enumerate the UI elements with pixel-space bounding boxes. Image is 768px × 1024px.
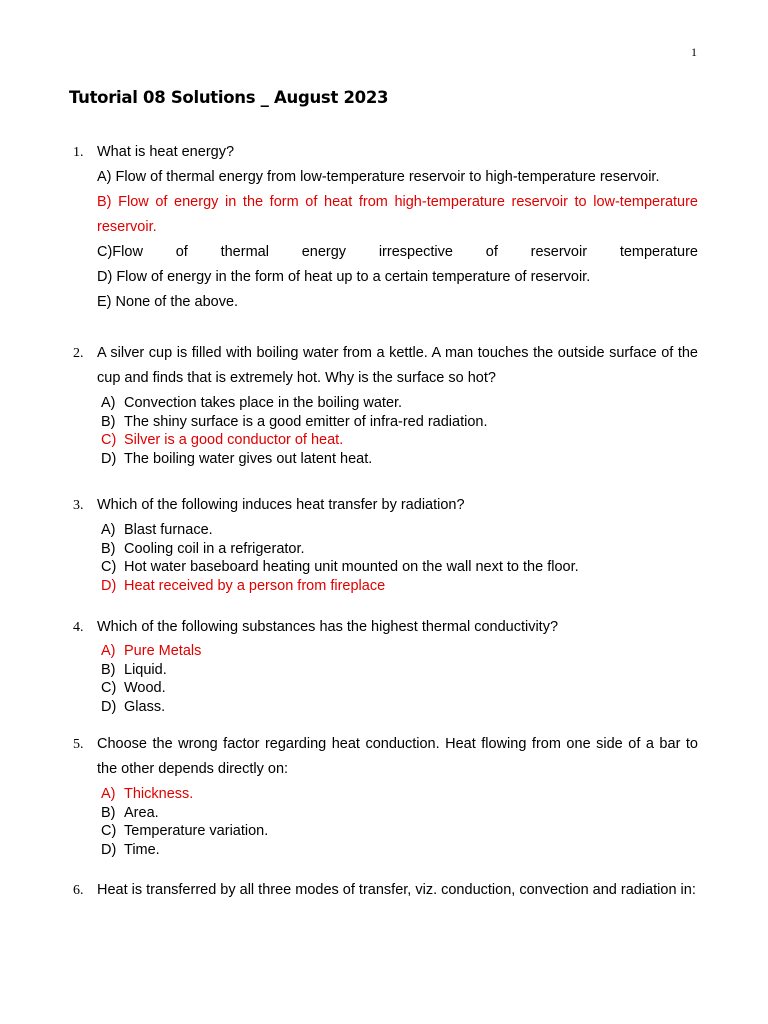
option-letter: C) xyxy=(101,432,117,449)
answer-option-d xyxy=(97,698,698,717)
option-text: Blast furnace. xyxy=(124,522,213,538)
option-letter: A) xyxy=(101,786,116,802)
answer-option-d: D) Flow of energy in the form of heat up to a certain temperature of reservoir. xyxy=(97,269,591,285)
question-text: A silver cup is filled with boiling water from a kettle. A man touches the outside surface of the cup and finds that is extremely hot. Why is the surface so hot? xyxy=(97,345,698,386)
option-letter: C) xyxy=(101,823,117,840)
question-number: 3. xyxy=(73,498,84,513)
option-text: Temperature variation. xyxy=(124,823,269,840)
question-body xyxy=(97,732,698,860)
question-number: 4. xyxy=(73,620,84,635)
question-body xyxy=(97,615,698,717)
option-text: Pure Metals xyxy=(124,643,202,659)
question-text: Which of the following substances has the highest thermal conductivity? xyxy=(97,619,559,635)
option-text: Wood. xyxy=(124,680,166,697)
answer-option-b xyxy=(97,804,698,823)
option-letter: B) xyxy=(101,661,116,678)
option-text: Silver is a good conductor of heat. xyxy=(124,432,344,449)
answer-option-d xyxy=(97,841,698,860)
answer-option-a-correct xyxy=(97,785,698,804)
answer-options xyxy=(97,642,698,717)
question-number: 6. xyxy=(73,883,84,898)
question-body xyxy=(97,140,698,315)
answer-option-d-correct xyxy=(97,577,698,596)
option-letter: A) xyxy=(101,643,116,659)
option-letter: C) xyxy=(101,680,117,697)
answer-options xyxy=(97,521,698,596)
option-letter: A) xyxy=(101,395,116,411)
option-text: Cooling coil in a refrigerator. xyxy=(124,540,305,557)
page-number: 1 xyxy=(691,45,697,59)
answer-option-a: A) Flow of thermal energy from low-temperature reservoir to high-temperature reservoir. xyxy=(97,169,660,185)
option-letter: C) xyxy=(101,559,117,576)
answer-option-d xyxy=(97,450,698,469)
option-text: Time. xyxy=(124,842,160,859)
answer-option-b xyxy=(97,661,698,680)
option-letter: D) xyxy=(101,699,117,716)
option-letter: B) xyxy=(101,413,116,430)
answer-option-a-correct xyxy=(97,642,698,661)
answer-option-c-correct xyxy=(97,431,698,450)
question-number: 5. xyxy=(73,737,84,752)
option-letter: A) xyxy=(101,522,116,538)
answer-options xyxy=(97,394,698,469)
answer-option-c: C)Flow of thermal energy irrespective of reservoir temperature xyxy=(97,244,698,260)
answer-option-c xyxy=(97,822,698,841)
option-text: Area. xyxy=(124,804,159,821)
option-letter: D) xyxy=(101,451,117,468)
answer-option-b xyxy=(97,540,698,559)
question-number: 1. xyxy=(73,145,84,160)
answer-option-c xyxy=(97,558,698,577)
option-text: Heat received by a person from fireplace xyxy=(124,578,386,595)
option-text: Hot water baseboard heating unit mounted on the wall next to the floor. xyxy=(124,559,579,576)
option-text: Convection takes place in the boiling water. xyxy=(124,395,403,411)
answer-options xyxy=(97,785,698,860)
option-text: The shiny surface is a good emitter of infra-red radiation. xyxy=(124,413,488,430)
option-text: The boiling water gives out latent heat. xyxy=(124,451,373,468)
question-body xyxy=(97,493,698,596)
question-text: What is heat energy? xyxy=(97,144,235,160)
option-letter: B) xyxy=(101,804,116,821)
option-text: Liquid. xyxy=(124,661,167,678)
answer-option-e: E) None of the above. xyxy=(97,294,239,310)
question-number: 2. xyxy=(73,346,84,361)
answer-option-a xyxy=(97,521,698,540)
question-body xyxy=(97,341,698,469)
question-text: Choose the wrong factor regarding heat conduction. Heat flowing from one side of a bar to the other depends directly on: xyxy=(97,736,698,777)
option-text: Glass. xyxy=(124,699,166,716)
question-text: Which of the following induces heat transfer by radiation? xyxy=(97,497,465,513)
answer-option-c xyxy=(97,679,698,698)
option-letter: D) xyxy=(101,842,117,859)
question-text: Heat is transferred by all three modes of transfer, viz. conduction, convection and radiation in: xyxy=(97,882,696,898)
option-text: Thickness. xyxy=(124,786,194,802)
answer-option-a xyxy=(97,394,698,413)
answer-option-b-correct: B) Flow of energy in the form of heat from high-temperature reservoir to low-temperature reservoir. xyxy=(97,194,698,235)
option-letter: B) xyxy=(101,540,116,557)
document-title: Tutorial 08 Solutions _ August 2023 xyxy=(69,88,389,107)
answer-option-b xyxy=(97,413,698,432)
question-body xyxy=(97,878,698,903)
option-letter: D) xyxy=(101,578,117,595)
